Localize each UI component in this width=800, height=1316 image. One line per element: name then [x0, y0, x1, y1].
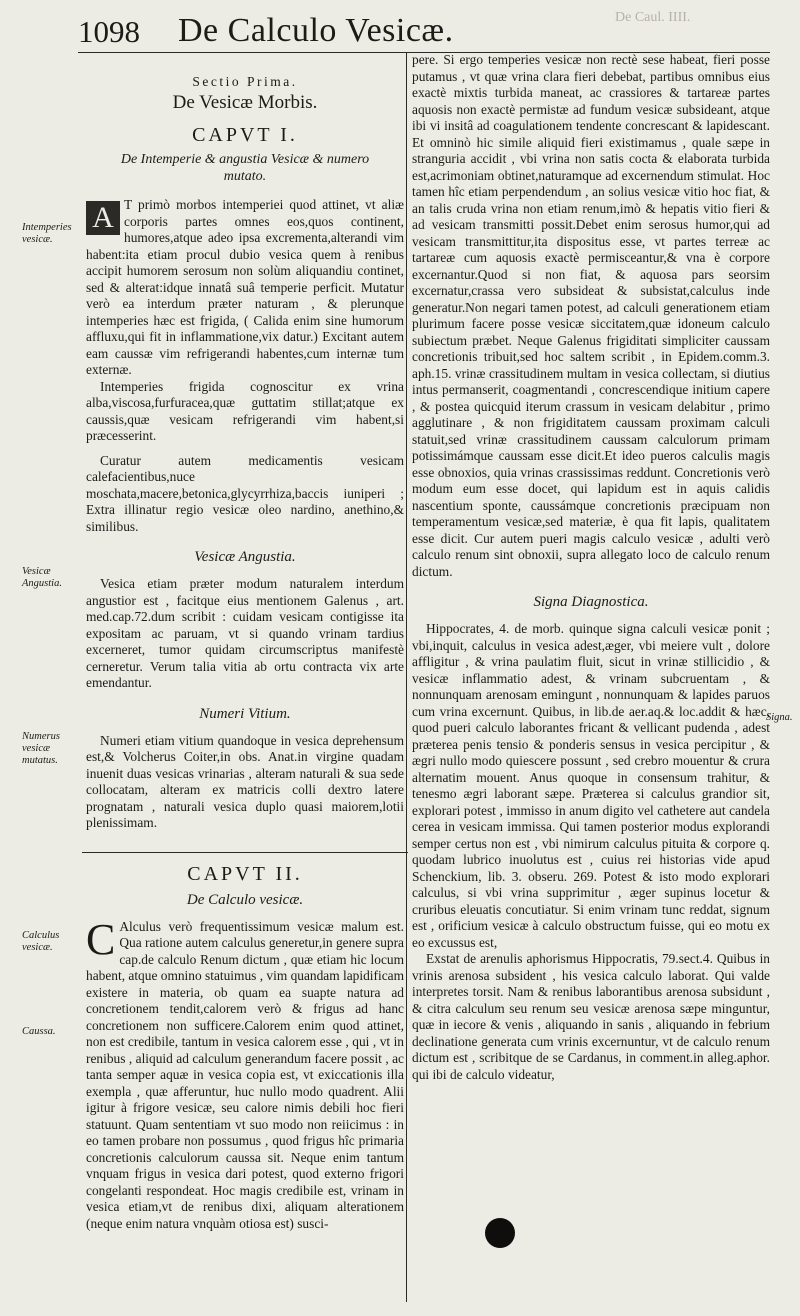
aphorism-paragraph: Exstat de arenulis aphorismus Hippocratis, 79.sect.4. Quibus in vrinis arenosa subsident , his vesica calculo laborat. Qui valde interpretes torsit. Nam & renibus laborantibus arenosa subsidunt , & citra calculum seu renum seu vesicæ arenosa sæpe minguntur, quæ in iecore & venis , aliquando in sanis , aliquando in febrium declinatione generata cum vrinis excernuntur, vt de calculo renum dictum est , scribitque de se Cardanus, in comment.in alleg.aphor. qui ibi de calculo videatur,: [412, 951, 770, 1082]
right-column: [412, 52, 770, 1083]
continuation-paragraph: pere. Si ergo temperies vesicæ non rectè sese habeat, fieri posse putamus , vt quæ vrina clara fieri debebat, partibus omnibus eius exactè mixtis turbida maneat, ac crassiores & tartareæ partes aquosis non exactè permistæ ad fundum vesicæ subsideant, atque ibi vi insitâ ad coagulationem tendente concrescant & lapidescant. Et omninò hic simile aliquid fieri existimamus , quale sæpe in stranguria accidit , vbi vrina non satis cocta & elaborata turbida est,acrimoniam obtinet,naturamque ad excernendum stimulat. Hoc tamen hîc etiam perpendendum , an solius vesicæ vitio hoc fiat, & an talis cruda vrina non etiam renum,imò & hepatis vitio fieri & ad vesicam transmitti possit.Debet enim serosus humor,qui ad vesicam transmittitur,ita dispositus esse, vt partes terreæ ac tartareæ cum aquosis exactè permisceantur,& vna è corpore excernantur.Quod si non fiat, & aquosa pars seorsim excernatur,crassa vero subsideat & subsistat,calculus inde generatur.Non negari tamen potest, ad calculi generationem etiam plurimum facere posse vesicæ siccitatem,quæ idoneum calculo subiectum præbet. Neque Galenus frigiditati simpliciter caussam concretionis tribuit,sed hoc saltem scribit , in Epidem.comm.3. aph.15. vrinæ crassitudinem multam in vesica collectam, si diutius intus permanserit, coagmentandi , concrescendique initium capere , & postea quicquid iterum crassum in vesicam delabitur , primo agglutinare , & non frigiditatem caussam proximam calculi statuit,sed vrinæ crassitudinem caussam calculorum primam potissimámque caussam esse dicit.Et ideo pueros calculis magis esse obnoxios, quia vrinas crassissimas reddunt. Concretionis verò modum eum esse docet, qui lapidum est in aquis calidis nascentium sponte, caussámque concretionis præcipuam non temperamentum vesicæ,sed materiæ, è qua fit lapis, qualitatem esse dicit. Cur autem pueri magis calculo vesicæ , adulti verò calculo renum sint obnoxii, supra allegato loco de calculo renum dictum.: [412, 52, 770, 579]
page-header: [78, 14, 598, 54]
angustia-heading: Vesicæ Angustia.: [194, 549, 296, 565]
ink-blot: [485, 1218, 515, 1248]
numeri-heading: Numeri Vitium.: [199, 705, 291, 722]
margin-note-numerus: Numerus vesicæ mutatus.: [22, 731, 60, 766]
angustia-paragraph: Vesica etiam præter modum naturalem interdum angustior est , facitque eius mentionem Galenus , art. med.cap.72.dum scribit : cuidam vesicam contigisse ita expositam ac paruam, vt si quando vrinam tardius excerneret, tumor quidam circumscriptus manifestè cerneretur. Verum talia vitia ab ortu contracta vix arte emendantur.: [86, 576, 404, 690]
margin-note-calculus: Calculus vesicæ.: [22, 930, 60, 953]
intemperies-signs-paragraph: Intemperies frigida cognoscitur ex vrina alba,viscosa,furfuracea,quæ guttatim stillat;atque ex caussis,quæ vesicam refrigerandi vim habent,si præcesserint.: [86, 378, 404, 443]
calculus-paragraph: [86, 914, 404, 1233]
intemperies-paragraph: [86, 197, 404, 379]
margin-note-caussa: Caussa.: [22, 1026, 56, 1037]
ornate-initial: A: [86, 201, 120, 235]
left-column: [86, 70, 404, 1232]
chapter-divider: [82, 852, 408, 853]
chapter-1-subtitle: De Intemperie & angustia Vesicæ & numero mutato.: [120, 152, 370, 184]
numeri-paragraph: Numeri etiam vitium quandoque in vesica deprehensum est,& Volcherus Coiter,in obs. Anat.in virgine quadam inuenit duas vesicas vrinarias , alteram naturali & sua sede collocatam, alteram ex matricis colli dextro latere prognatam , naturali vesica duplo quasi maiorem,lotii plenissimam.: [86, 732, 404, 830]
section-subheading: De Vesicæ Morbis.: [172, 92, 318, 113]
margin-note-intemperies: Intemperies vesicæ.: [22, 222, 72, 245]
intemperies-text: T primò morbos intemperiei quod attinet, vt aliæ corporis partes omnes eos,quos continent, humores,atque adeo ipsa excrementa,alterandi vim habent:ita etiam procul dubio vesica quem à renibus accipit humorem serosum non solùm aliquandiu continet, sed & alterat:idque innatâ suâ temperie perficit. Mutatur verò ea interdum præter naturam , & plerunque intemperies hæc est frigida, ( Calida enim sine humorum affluxu,qui fit in inflammatione,vix datur.) Excitant autem eam caussæ vim refrigerandi habentes,cum internæ tum externæ.: [86, 197, 404, 377]
page-number: 1098: [78, 14, 140, 49]
section-heading: Sectio Prima.: [192, 74, 298, 89]
margin-note-signa: Signa.: [766, 712, 793, 723]
initial-letter: C: [86, 914, 116, 964]
bleed-through-text: De Caul. IIII.: [615, 10, 691, 25]
calculus-text: Alculus verò frequentissimum vesicæ malum est. Qua ratione autem calculus generetur,in genere supra cap.de calculo Renum dictum , quæ etiam hic locum habent, atque omnino statuimus , vim quandam lapidificam existere in materia, ob quam ea suapte natura ad concretionem tendit,calorem verò & frigus ad hanc concretionem non sufficere.Calorem enim quod attinet, non est credibile, tantum in vesica calorem esse , qui , vt in renibus , aliquid ad calculum generandum facere possit , ac tanta semper aquæ in vesica copia est, vt exiccationis illa exempla , quæ afferuntur, huc nullo modo quadrent. Alii igitur à frigore vesicæ, seu calore nimis debili hoc fieri statuunt. Quam sententiam vt suo modo non reiicimus : in eo tamen probare non possumus , quod frigus hîc primaria concretionis calculorum caussa sit. Neque enim tantum vnquam frigus in vesica dari potest, quod externo frigori congelanti respondeat. Hoc magis credibile est, vrinam in vesica etiam,vt de renibus dixi, aliquam alterationem (neque enim natura vnquàm otiosa est) susci-: [86, 918, 404, 1231]
chapter-2-title: CAPVT II.: [187, 862, 303, 885]
running-title: De Calculo Vesicæ.: [178, 12, 454, 49]
hippocrates-paragraph: Hippocrates, 4. de morb. quinque signa calculi vesicæ ponit ; vbi,inquit, calculus in vesica adest,æger, vbi meiere vult , dolore affligitur , & vrina paulatim fluit, sicut in vrinæ stillicidio , & vesicæ inflammatio adest, & vrinam subcruentam , & nonnunquam arenosam emingunt , nonnunquam & lapides paruos cum vrina excernunt. Quibus, in lib.de aer.aq.& loc.addit & hæc, quod pueri calculo laborantes fricant & vellicant pudenda , adest præterea penis tensio & ponderis sensus in vesica percipitur , & ægri nullo modo quiescere possunt , sed crebro mouentur & crura alternatim mouent. Anus quoque in consensum trahitur, & tenesmo ægri laborant sæpe. Præterea si calculus grandior sit, explorari potest , immisso in anum digito vel cathetere aut candela cerea in vesicam immissa. Qui tamen posterior modus explorandi semper certus non est , vbi nimirum calculus pituita & corpore q. quodam lubrico inuolutus est , cuius rei historias vide apud Schenckium, lib. 3. obseru. 269. Potest & isto modo explorari calculus, si vbi vrina supprimitur , æger supinus locetur & cruribus eleuatis concutiatur. Si enim vrinam tunc reddat, signum est , orificium vesicæ à calculo obstructum fuisse, qui eo motu ex eo excussus est,: [412, 621, 770, 950]
chapter-1-title: CAPVT I.: [192, 124, 298, 146]
column-divider: [406, 52, 407, 1302]
chapter-2-subtitle: De Calculo vesicæ.: [186, 891, 304, 908]
intemperies-cure-paragraph: Curatur autem medicamentis vesicam calefacientibus,nuce moschata,macere,betonica,glycyrrhiza,baccis iuniperi ; Extra illinatur regio vesicæ oleo nardino, anethino,& similibus.: [86, 452, 404, 534]
signa-heading: Signa Diagnostica.: [533, 594, 649, 610]
margin-note-angustia: Vesicæ Angustia.: [22, 566, 62, 589]
